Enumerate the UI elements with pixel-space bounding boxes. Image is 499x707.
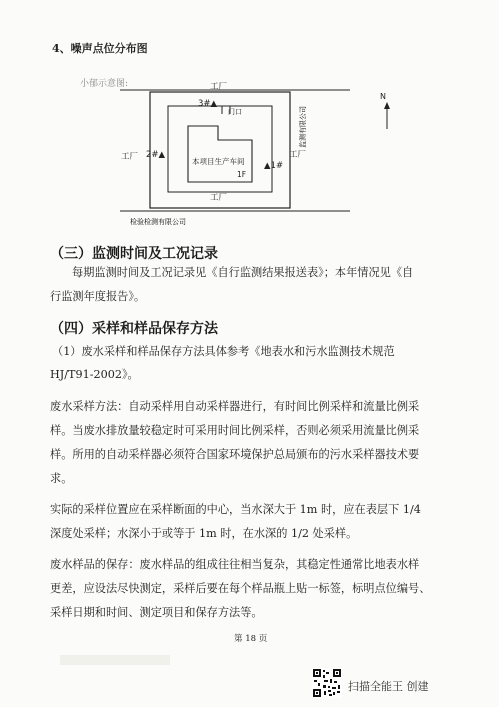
diagram-building-label: 本项目生产车间 [192, 157, 245, 166]
noise-point-diagram [100, 78, 400, 228]
north-label: N [380, 92, 386, 101]
qr-code-icon [312, 668, 342, 698]
section4-item1-line1: （1）废水采样和样品保存方法具体参考《地表水和污水监测技术规范 [52, 345, 395, 358]
wastewater-method-line2: 样。当废水排放量较稳定时可采用时间比例采样，否则必须采用流量比例采 [50, 424, 420, 437]
noise-point-1: ▲1# [264, 161, 284, 171]
stamp-mark-right: 监测有限公司 [299, 106, 307, 148]
section3-title: （三）监测时间及工况记录 [50, 246, 218, 262]
sampling-position-line1: 实际的采样位置应在采样断面的中心，当水深大于 1m 时，应在表层下 1/4 [50, 503, 421, 516]
diagram-left-factory-label: 工厂 [121, 152, 139, 162]
section3-para-line1: 每期监测时间及工况记录见《自行监测结果报送表》；本年情况见《自 [72, 266, 414, 279]
sampling-position-line2: 深度处采样；水深小于或等于 1m 时，在水深的 1/2 处采样。 [50, 527, 358, 540]
noise-point-3: 3#▲ [198, 99, 218, 109]
section-heading-noise-points: 4、噪声点位分布图 [52, 42, 148, 55]
diagram-bottom-factory-label: 工厂 [210, 193, 228, 203]
section4-title: （四）采样和样品保存方法 [50, 321, 218, 337]
sample-preservation-line1: 废水样品的保存：废水样品的组成往往相当复杂，其稳定性通常比地表水样 [50, 558, 420, 571]
page-number: 第 18 页 [234, 634, 268, 644]
wastewater-method-line1: 废水采样方法：自动采样用自动采样器进行，有时间比例采样和流量比例采 [50, 400, 420, 413]
sample-preservation-line3: 采样日期和时间、测定项目和保存方法等。 [50, 606, 263, 619]
diagram-top-factory-label: 工厂 [210, 82, 228, 92]
scan-smudge [60, 655, 170, 665]
scanner-watermark: 扫描全能王 创建 [348, 680, 429, 693]
diagram-gate-label: 门口 [228, 108, 242, 116]
wastewater-method-line3: 样。所用的自动采样器必须符合国家环境保护总局颁布的污水采样器技术要 [50, 448, 420, 461]
faint-caption: 小郁示意图: [80, 79, 129, 89]
north-arrow-icon [382, 101, 392, 131]
diagram-floor-label: 1F [237, 170, 247, 179]
inner-boundary [168, 106, 272, 192]
wastewater-method-line4: 求。 [50, 472, 73, 485]
stamp-mark-bottom: 检验检测有限公司 [130, 218, 186, 226]
sample-preservation-line2: 更差，应设法尽快测定，采样后要在每个样品瓶上贴一标签，标明点位编号、 [50, 582, 431, 595]
diagram-right-factory-label: 工厂 [289, 150, 307, 160]
section3-para-line2: 行监测年度报告》。 [50, 290, 146, 303]
noise-point-2: 2#▲ [146, 150, 166, 160]
section4-item1-line2: HJ/T91-2002》。 [50, 368, 139, 381]
